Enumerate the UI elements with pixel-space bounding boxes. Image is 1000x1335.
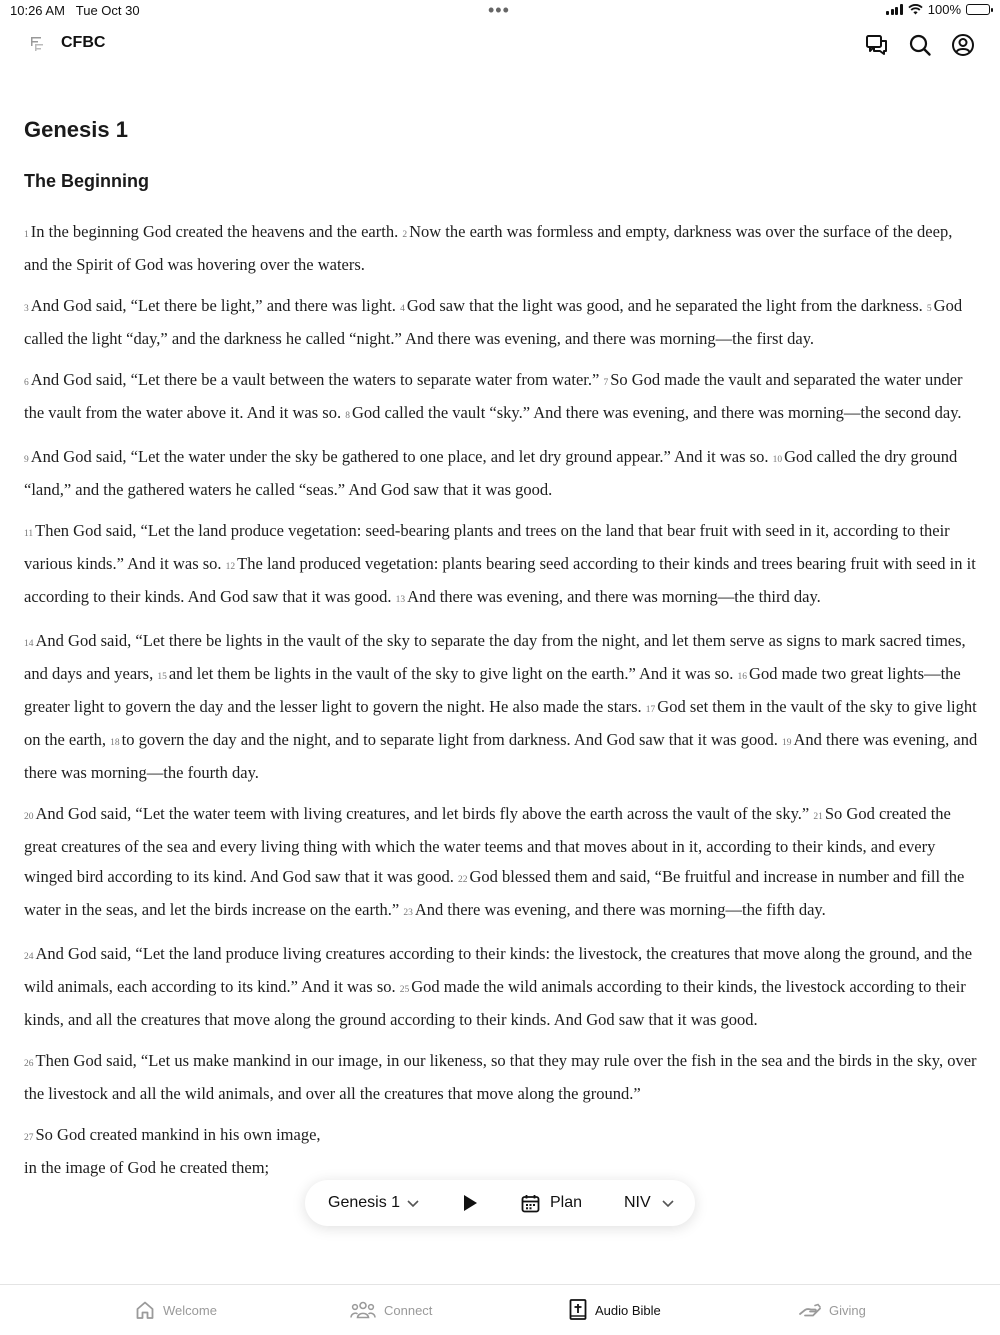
verse-text[interactable]: and let them be lights in the vault of the sky to give light on the earth.” And it was so. (168, 664, 734, 683)
verse-number[interactable]: 13 (395, 595, 406, 605)
verse-text[interactable]: Then God said, “Let us make mankind in our image, in our likeness, so that they may rule over the fish in the sea and the birds in the sky, over the livestock and all the wild animals, and over all the creatures that move along the ground.” (24, 1051, 977, 1103)
verse-text[interactable]: The land produced vegetation: plants bearing seed according to their kinds and trees bearing fruit with seed in it according to their kinds. And God saw that it was good. (24, 554, 976, 606)
tab-bar (0, 1284, 1000, 1335)
section-title: The Beginning (24, 171, 149, 191)
verse-number[interactable]: 6 (24, 378, 29, 388)
paragraph (24, 291, 979, 354)
paragraph (24, 442, 979, 505)
verse-number[interactable]: 20 (24, 812, 34, 822)
verse-text[interactable]: Then God said, “Let the land produce vegetation: seed-bearing plants and trees on the land that bear fruit with seed in it, according to their various kinds.” And it was so. (24, 521, 950, 573)
poem-line[interactable]: in the image of God he created them; (24, 1158, 270, 1177)
status-bar (0, 0, 1000, 22)
tab-welcome-label: Welcome (163, 1302, 217, 1318)
tab-giving[interactable] (799, 1285, 866, 1335)
paragraph (24, 799, 979, 928)
passage-text (24, 217, 979, 1183)
church-logo-icon (28, 35, 46, 53)
verse-number[interactable]: 18 (110, 738, 120, 748)
tab-audio-bible[interactable] (569, 1285, 661, 1335)
verse-number[interactable]: 22 (458, 875, 468, 885)
chapter-selector-label: Genesis 1 (328, 1194, 401, 1211)
verse-number[interactable]: 7 (603, 378, 609, 388)
app-title: CFBC (61, 34, 106, 51)
verse-number[interactable]: 17 (645, 705, 656, 715)
verse-text[interactable]: So God created the great creatures of the sea and every living thing with which the water teems and that moves about in it, according to their kinds, and every winged bird according to its kind. And God saw that it was good. (24, 804, 951, 886)
verse-number[interactable]: 8 (345, 411, 350, 421)
verse-text[interactable]: God called the vault “sky.” And there was evening, and there was morning—the second day. (351, 403, 962, 422)
cellular-signal-icon (886, 4, 903, 15)
verse-number[interactable]: 26 (24, 1059, 34, 1069)
chapter-title: Genesis 1 (24, 117, 128, 142)
paragraph (24, 217, 979, 280)
verse-text[interactable]: So God made the vault and separated the water under the vault from the water above it. And it was so. (24, 370, 963, 422)
verse-number[interactable]: 5 (926, 304, 932, 314)
poetry-block (24, 1120, 979, 1183)
verse-text[interactable]: God blessed them and said, “Be fruitful and increase in number and fill the water in the seas, and let the birds increase on the earth.” (24, 867, 965, 919)
verse-number[interactable]: 2 (402, 230, 408, 240)
verse-text[interactable]: God called the dry ground “land,” and the gathered waters he called “seas.” And God saw that it was good. (24, 447, 958, 499)
verse-text[interactable]: And God said, “Let there be lights in the vault of the sky to separate the day from the night, and let them serve as signs to mark sacred times, and days and years, (24, 631, 966, 683)
verse-number[interactable]: 24 (24, 952, 34, 962)
player-controls (305, 1180, 695, 1226)
verse-text[interactable]: to govern the day and the night, and to separate light from darkness. And God saw that it was good. (121, 730, 778, 749)
paragraph (24, 516, 979, 615)
plan-label: Plan (550, 1194, 583, 1211)
profile-icon[interactable] (950, 32, 976, 58)
verse-number[interactable]: 25 (399, 985, 410, 995)
verse-number[interactable]: 10 (772, 455, 783, 465)
verse-number[interactable]: 23 (403, 908, 413, 918)
battery-icon (966, 4, 990, 15)
version-label: NIV (624, 1194, 651, 1211)
verse-number[interactable]: 14 (24, 639, 34, 649)
wifi-icon (908, 4, 923, 15)
verse-text[interactable]: God called the light “day,” and the darkness he called “night.” And there was evening, and there was morning—the first day. (24, 296, 963, 348)
verse-number[interactable]: 27 (24, 1133, 34, 1143)
verse-number[interactable]: 1 (24, 230, 29, 240)
verse-text[interactable]: And God said, “Let the water under the sky be gathered to one place, and let dry ground appear.” And it was so. (30, 447, 769, 466)
calendar-icon (521, 1194, 540, 1213)
verse-text[interactable]: And God said, “Let there be a vault between the waters to separate water from water.” (30, 370, 600, 389)
tab-audio-bible-label: Audio Bible (595, 1302, 661, 1318)
verse-number[interactable]: 21 (813, 812, 823, 822)
verse-text[interactable]: And God said, “Let the land produce living creatures according to their kinds: the livestock, the creatures that move along the ground, and the wild animals, each according to its kind.” And it was so. (24, 944, 973, 996)
verse-number[interactable]: 15 (157, 672, 167, 682)
people-icon (350, 1301, 376, 1319)
verse-number[interactable]: 12 (225, 562, 236, 572)
paragraph (24, 1046, 979, 1109)
verse-text[interactable]: God saw that the light was good, and he separated the light from the darkness. (406, 296, 923, 315)
verse-text[interactable]: God set them in the vault of the sky to give light on the earth, (24, 697, 977, 749)
chat-icon[interactable] (864, 32, 890, 58)
verse-number[interactable]: 19 (781, 738, 792, 748)
plan-button[interactable] (521, 1180, 582, 1226)
verse-number[interactable]: 4 (400, 304, 405, 314)
verse-text[interactable]: God made the wild animals according to their kinds, the livestock according to their kinds, and all the creatures that move along the ground according to their kinds. And God saw that it was good. (24, 977, 966, 1029)
multitasking-dots[interactable]: ••• (488, 0, 510, 20)
chevron-down-icon (406, 1198, 420, 1208)
verse-number[interactable]: 9 (24, 455, 29, 465)
search-icon[interactable] (907, 32, 933, 58)
verse-text[interactable]: Now the earth was formless and empty, darkness was over the surface of the deep, and the Spirit of God was hovering over the waters. (24, 222, 953, 274)
verse-number[interactable]: 16 (737, 672, 748, 682)
tab-connect[interactable] (350, 1285, 432, 1335)
verse-text[interactable]: And there was evening, and there was morning—the fourth day. (24, 730, 978, 782)
status-time: 10:26 AM Tue Oct 30 (10, 3, 140, 18)
status-indicators (886, 2, 990, 17)
poem-line[interactable]: So God created mankind in his own image, (35, 1125, 321, 1144)
tab-connect-label: Connect (384, 1302, 433, 1318)
paragraph (24, 626, 979, 788)
verse-number[interactable]: 3 (24, 304, 29, 314)
tab-giving-label: Giving (829, 1302, 866, 1318)
passage-content (24, 112, 979, 1194)
home-icon (135, 1300, 155, 1320)
verse-text[interactable]: And there was evening, and there was morning—the fifth day. (414, 900, 826, 919)
verse-number[interactable]: 11 (24, 529, 34, 539)
bible-icon (569, 1299, 587, 1321)
play-icon[interactable] (462, 1194, 478, 1212)
verse-text[interactable]: And God said, “Let there be light,” and there was light. (30, 296, 396, 315)
battery-percent: 100% (927, 2, 961, 17)
verse-text[interactable]: In the beginning God created the heavens and the earth. (30, 222, 399, 241)
paragraph (24, 939, 979, 1035)
version-selector[interactable] (624, 1180, 675, 1226)
chapter-selector[interactable] (328, 1180, 420, 1226)
verse-text[interactable]: God made two great lights—the greater light to govern the day and the lesser light to govern the night. He also made the stars. (24, 664, 961, 716)
paragraph (24, 365, 979, 431)
giving-icon (799, 1303, 821, 1317)
app-header (0, 28, 1000, 62)
verse-text[interactable]: And God said, “Let the water teem with living creatures, and let birds fly above the earth across the vault of the sky.” (35, 804, 810, 823)
tab-welcome[interactable] (135, 1285, 217, 1335)
verse-text[interactable]: And there was evening, and there was morning—the third day. (407, 587, 821, 606)
chevron-down-icon (661, 1198, 675, 1208)
